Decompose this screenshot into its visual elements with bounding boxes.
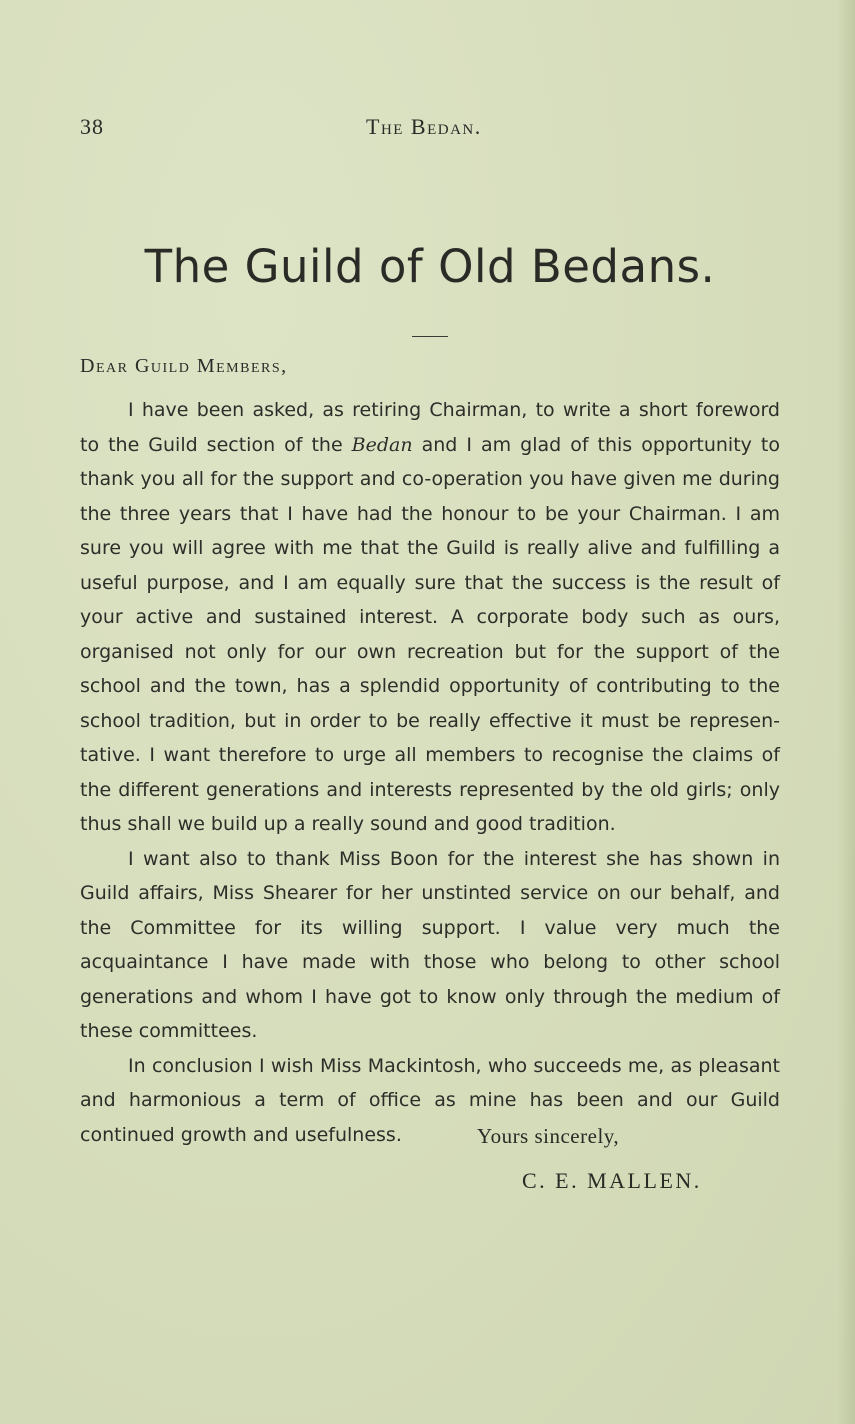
signature: C. E. MALLEN. [522,1168,702,1193]
title-rule [412,336,448,337]
salutation: Dear Guild Members, [80,355,288,377]
page-number: 38 [80,114,104,139]
paragraph-1 [80,393,780,842]
document-page [80,0,780,1424]
paragraph-3: In conclusion I wish Miss Mackintosh, who succeeds me, as pleasant and harmonious a term of office as mine has been and our Guild continued growth and usefulness. [80,1054,780,1146]
journal-title: The Bedan. [366,114,482,139]
letter-body [80,393,780,1152]
page-edge-shadow [837,0,855,1424]
closing: Yours sincerely, [477,1124,620,1148]
paragraph-1-end: and I am glad of this opportunity to thank you all for the support and co-operation you have given me during the three years that I have had the honour to be your Chairman. I am sure you will agree with me that the Guild is really alive and fulfilling a useful purpose, and I am equally sure that the success is the result of your active and sustained interest. A corporate body such as ours, organised not only for our own recreation but for the support of the school and the town, has a splendid opportunity of contributing to the school tradition, but in order to be really effective it must be representative. I want therefore to urge all members to recognise the claims of the different generations and interests represented by the old girls; only thus shall we build up a really sound and good tradition. [80,433,780,835]
article-title: The Guild of Old Bedans. [144,240,716,293]
paragraph-2: I want also to thank Miss Boon for the interest she has shown in Guild affairs, Miss Shearer for her unstinted service on our behalf, and the Committee for its willing support. I value very much the acquaintance I have made with those who belong to other school generations and whom I have got to know only through the medium of these committees. [80,847,780,1042]
journal-name-italic: Bedan [351,433,413,456]
running-head [80,114,780,144]
paragraph-1-start: I have been asked, as retiring Chairman, to write a short foreword to the Guild section of the [80,399,780,456]
